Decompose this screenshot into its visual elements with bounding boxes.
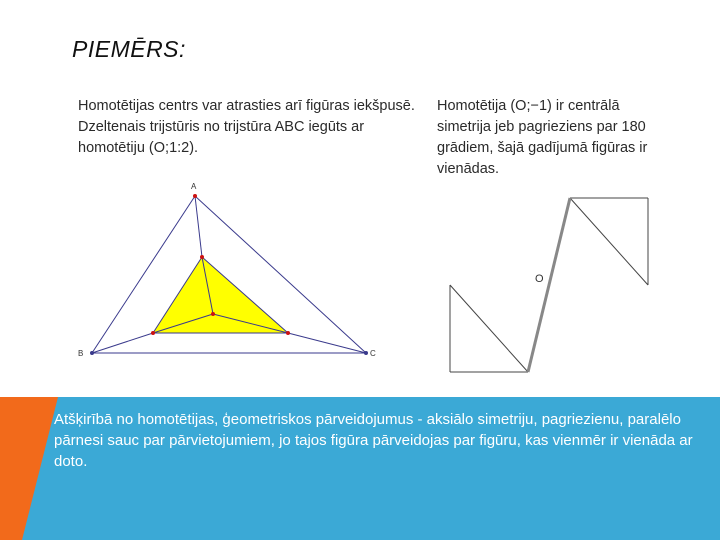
upper-figure bbox=[570, 198, 648, 285]
right-description: Homotētija (O;−1) ir centrālā simetrija jeb pagrieziens par 180 grādiem, šajā gadījumā figūras ir vienādas. bbox=[437, 98, 648, 177]
vertex-label-a: A bbox=[191, 182, 197, 191]
symmetric-diagonal bbox=[528, 198, 570, 372]
homothety-triangle-figure bbox=[70, 176, 390, 366]
slide-title: PIEMĒRS: bbox=[72, 36, 186, 62]
left-description: Homotētijas centrs var atrasties arī figūras iekšpusē. Dzeltenais trijstūris no trijstūra ABC iegūts ar homotētiju (O;1:2). bbox=[78, 98, 415, 156]
bottom-description: Atšķirībā no homotētijas, ģeometriskos pārveidojumus - aksiālo simetriju, pagriezienu, paralēlo pārnesi sauc par pārvietojumiem, jo tajos figūra pārveidojas par figūru, kas vienmēr ir vienāda ar doto. bbox=[54, 411, 693, 470]
vertex-label-c: C bbox=[370, 349, 376, 358]
triangle-yellow bbox=[153, 257, 288, 333]
lower-figure bbox=[450, 285, 528, 372]
vertex-label-b: B bbox=[78, 349, 84, 358]
center-label-o: O bbox=[535, 273, 544, 285]
central-symmetry-figure bbox=[440, 190, 660, 380]
